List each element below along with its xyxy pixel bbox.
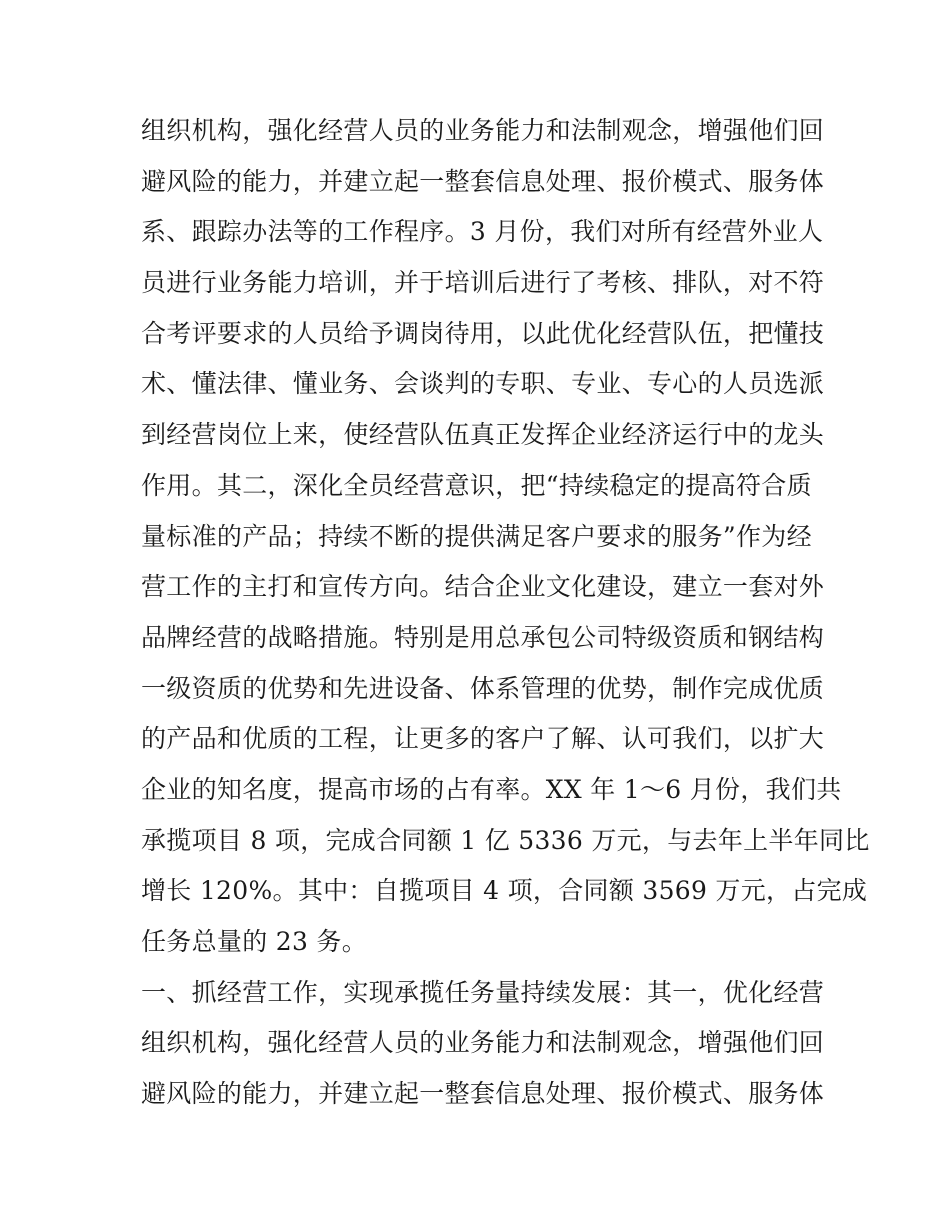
text-line: 避风险的能力，并建立起一整套信息处理、报价模式、服务体	[141, 1079, 825, 1109]
text-line: 合考评要求的人员给予调岗待用，以此优化经营队伍，把懂技	[141, 318, 825, 348]
text-line: 量标准的产品；持续不断的提供满足客户要求的服务”作为经	[141, 521, 812, 551]
text-line: 系、跟踪办法等的工作程序。3 月份，我们对所有经营外业人	[141, 217, 824, 247]
document-body	[141, 106, 870, 1120]
text-line: 一、抓经营工作，实现承揽任务量持续发展：其一，优化经营	[141, 977, 825, 1007]
paragraph-1	[141, 106, 870, 968]
text-line: 承揽项目 8 项，完成合同额 1 亿 5336 万元，与去年上半年同比	[141, 825, 870, 855]
text-line: 作用。其二，深化全员经营意识，把“持续稳定的提高符合质	[141, 470, 812, 500]
text-line: 一级资质的优势和先进设备、体系管理的优势，制作完成优质	[141, 673, 825, 703]
text-line: 品牌经营的战略措施。特别是用总承包公司特级资质和钢结构	[141, 622, 825, 652]
text-line: 到经营岗位上来，使经营队伍真正发挥企业经济运行中的龙头	[141, 420, 825, 450]
text-line: 组织机构，强化经营人员的业务能力和法制观念，增强他们回	[141, 116, 825, 145]
text-line: 增长 120%。其中：自揽项目 4 项，合同额 3569 万元，占完成	[141, 876, 868, 906]
text-line: 组织机构，强化经营人员的业务能力和法制观念，增强他们回	[141, 1028, 825, 1058]
text-line: 营工作的主打和宣传方向。结合企业文化建设，建立一套对外	[141, 572, 825, 602]
text-line: 任务总量的 23 务。	[141, 927, 368, 956]
text-line: 术、懂法律、懂业务、会谈判的专职、专业、专心的人员选派	[141, 369, 825, 399]
text-line: 员进行业务能力培训，并于培训后进行了考核、排队，对不符	[141, 268, 825, 298]
text-line: 避风险的能力，并建立起一整套信息处理、报价模式、服务体	[141, 166, 825, 196]
text-line: 企业的知名度，提高市场的占有率。XX 年 1～6 月份，我们共	[141, 774, 842, 804]
paragraph-2	[141, 968, 825, 1120]
text-line: 的产品和优质的工程，让更多的客户了解、认可我们，以扩大	[141, 724, 825, 754]
